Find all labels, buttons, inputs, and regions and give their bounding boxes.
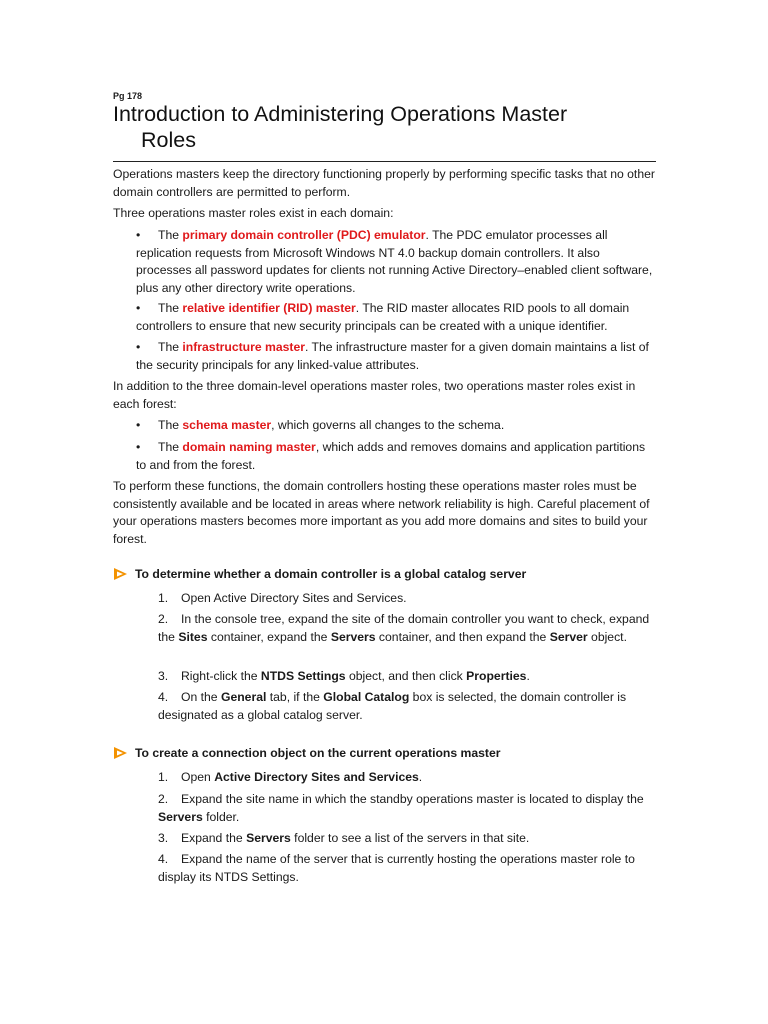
perform-paragraph: To perform these functions, the domain controllers hosting these operations master roles must be consistently available and be located in areas where network reliability is high. Careful placement of your operations masters becomes more important as you add more domains and sites to build your forest. xyxy=(113,479,650,546)
procedure2-step-3: 3. Expand the Servers folder to see a list of the servers in that site. xyxy=(158,831,530,845)
page-number: Pg 178 xyxy=(113,91,143,101)
role-name: relative identifier (RID) master xyxy=(182,301,356,315)
procedure1-step-4: 4. On the General tab, if the Global Catalog box is selected, the domain controller is designated as a global catalog server. xyxy=(158,690,627,722)
role-name: infrastructure master xyxy=(182,340,305,354)
procedure1-step-2: 2. In the console tree, expand the site of the domain controller you want to check, expand the Sites container, expand the Servers container, and then expand the Server object. xyxy=(158,612,650,644)
bullet-icon: • xyxy=(136,228,141,242)
document-page: Pg 178 Introduction to Administering Operations Master Roles Operations masters keep the directory functioning properly by performing specific tasks that no other domain controllers are permitted to perform. Three operations master roles exist in each domain: • The primary domain controller (PDC) emulator. The PDC emulator processes all replication requests from Microsoft Windows NT 4.0 backup domain controllers. It also processes all password updates for clients not running Active Directory–enabled client software, plus any other directory write operations. • The relative identifier (RID) master. The RID master allocates RID pools to all domain controllers to ensure that new security principals can be created with a unique identifier. • The infrastructure master. The infrastructure master for a given domain maintains a list of the security principals for any linked-value attributes. In addition to the three domain-level operations master roles, two operations master roles exist in each forest: • The schema master, which governs all changes to the schema. • The domain naming master, which adds and removes domains and application partitions to and from the forest. To perform these functions, the domain controllers hosting these operations master roles must be consistently available and be located in areas where network reliability is high. Careful placement of your operations masters becomes more important as you add more domains and sites to build your forest. To determine whether a domain controller is a global catalog server 1. Open Active Directory Sites and Services. 2. In the console tree, expand the site of the domain controller you want to check, expand the Sites container, expand the Servers container, and then expand the Server object. 3. Right-click the NTDS Settings object, and then click Properties. 4. On the General tab, if the Global Catalog box is selected, the domain controller is designated as a global catalog server. To create a connection object on the current operations master 1. Open Active Directory Sites and Services. 2. Expand the site name in which the standby operations master is located to display the Servers folder. 3. Expand the Servers folder to see a list of the servers in that site. 4. Expand the name of the server that is currently hosting the operations master role to display its NTDS Settings. xyxy=(0,0,768,1024)
role-item-domain-naming: • The domain naming master, which adds and removes domains and application partitions to and from the forest. xyxy=(136,440,646,472)
page-title xyxy=(113,101,643,153)
role-item-infrastructure: • The infrastructure master. The infrastructure master for a given domain maintains a list of the security principals for any linked-value attributes. xyxy=(136,340,649,372)
bullet-icon: • xyxy=(136,418,141,432)
role-name: domain naming master xyxy=(182,440,316,454)
procedure2-step-2: 2. Expand the site name in which the standby operations master is located to display the Servers folder. xyxy=(158,792,644,824)
procedure2-step-1: 1. Open Active Directory Sites and Services. xyxy=(158,770,423,784)
role-name: primary domain controller (PDC) emulator xyxy=(182,228,426,242)
triangle-arrow-icon xyxy=(113,746,129,760)
title-line-1: Introduction to Administering Operations Master xyxy=(113,102,568,126)
roles-intro: Three operations master roles exist in each domain: xyxy=(113,206,394,220)
role-name: schema master xyxy=(182,418,272,432)
title-line-2: Roles xyxy=(141,128,196,152)
forest-intro: In addition to the three domain-level operations master roles, two operations master roles exist in each forest: xyxy=(113,379,636,411)
role-item-pdc: • The primary domain controller (PDC) emulator. The PDC emulator processes all replication requests from Microsoft Windows NT 4.0 backup domain controllers. It also processes all password updates for clients not running Active Directory–enabled client software, plus any other directory write operations. xyxy=(136,228,653,295)
bullet-icon: • xyxy=(136,340,141,354)
title-rule xyxy=(113,161,656,162)
bullet-icon: • xyxy=(136,301,141,315)
role-item-rid: • The relative identifier (RID) master. The RID master allocates RID pools to all domain controllers to ensure that new security principals can be created with a unique identifier. xyxy=(136,301,630,333)
role-item-schema: • The schema master, which governs all changes to the schema. xyxy=(136,417,656,435)
procedure1-step-1: 1. Open Active Directory Sites and Services. xyxy=(158,591,407,605)
bullet-icon: • xyxy=(136,440,141,454)
procedure2-step-4: 4. Expand the name of the server that is currently hosting the operations master role to display its NTDS Settings. xyxy=(158,852,635,884)
procedure1-step-3: 3. Right-click the NTDS Settings object, and then click Properties. xyxy=(158,669,530,683)
intro-paragraph: Operations masters keep the directory functioning properly by performing specific tasks that no other domain controllers are permitted to perform. xyxy=(113,167,655,199)
triangle-arrow-icon xyxy=(113,567,129,581)
